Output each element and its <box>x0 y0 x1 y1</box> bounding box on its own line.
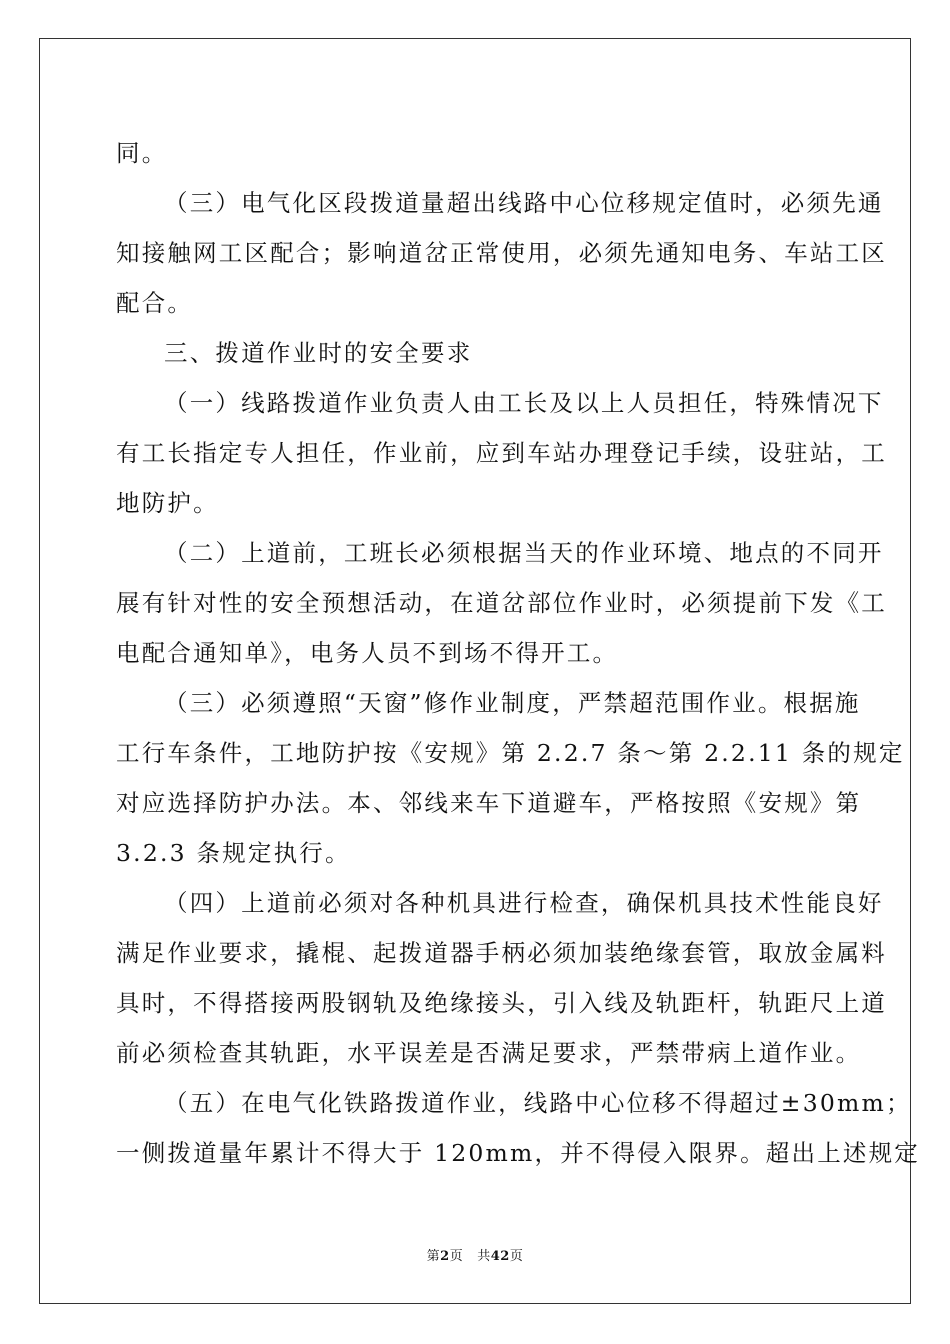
text-line: 前必须检查其轨距，水平误差是否满足要求，严禁带病上道作业。 <box>116 1039 862 1067</box>
page-suffix: 页 <box>449 1249 464 1264</box>
total-pages: 42 <box>490 1249 510 1264</box>
section-heading: 三、拨道作业时的安全要求 <box>164 339 473 367</box>
text-line: 满足作业要求，撬棍、起拨道器手柄必须加装绝缘套管，取放金属料 <box>116 939 887 967</box>
text-line: 展有针对性的安全预想活动，在道岔部位作业时，必须提前下发《工 <box>116 589 887 617</box>
total-suffix: 页 <box>509 1249 524 1264</box>
text-line: 一侧拨道量年累计不得大于 120mm，并不得侵入限界。超出上述规定 <box>116 1139 920 1167</box>
document-body <box>116 128 920 1178</box>
text-line: 对应选择防护办法。本、邻线来车下道避车，严格按照《安规》第 <box>116 789 862 817</box>
text-line: 电配合通知单》，电务人员不到场不得开工。 <box>116 639 619 667</box>
text-line: （三）电气化区段拨道量超出线路中心位移规定值时，必须先通 <box>164 189 884 217</box>
total-prefix: 共 <box>477 1249 491 1264</box>
text-line: （五）在电气化铁路拨道作业，线路中心位移不得超过±30mm； <box>164 1089 912 1117</box>
text-line: 地防护。 <box>116 489 219 517</box>
text-line: 知接触网工区配合；影响道岔正常使用，必须先通知电务、车站工区 <box>116 239 887 267</box>
text-line: 3.2.3 条规定执行。 <box>116 839 351 867</box>
page-prefix: 第 <box>426 1249 441 1264</box>
text-block <box>116 128 920 1178</box>
text-line: 配合。 <box>116 289 194 317</box>
text-line: 有工长指定专人担任，作业前，应到车站办理登记手续，设驻站，工 <box>116 439 887 467</box>
text-line: 工行车条件，工地防护按《安规》第 2.2.7 条～第 2.2.11 条的规定 <box>116 739 905 767</box>
text-line: （一）线路拨道作业负责人由工长及以上人员担任，特殊情况下 <box>164 389 884 417</box>
text-line: （四）上道前必须对各种机具进行检查，确保机具技术性能良好 <box>164 889 884 917</box>
text-line: 具时，不得搭接两股钢轨及绝缘接头，引入线及轨距杆，轨距尺上道 <box>116 989 887 1017</box>
page-footer <box>0 1248 950 1266</box>
text-line: （三）必须遵照“天窗”修作业制度，严禁超范围作业。根据施 <box>164 689 861 717</box>
page-number: 2 <box>440 1249 450 1264</box>
text-line: 同。 <box>116 139 168 167</box>
text-line: （二）上道前，工班长必须根据当天的作业环境、地点的不同开 <box>164 539 884 567</box>
